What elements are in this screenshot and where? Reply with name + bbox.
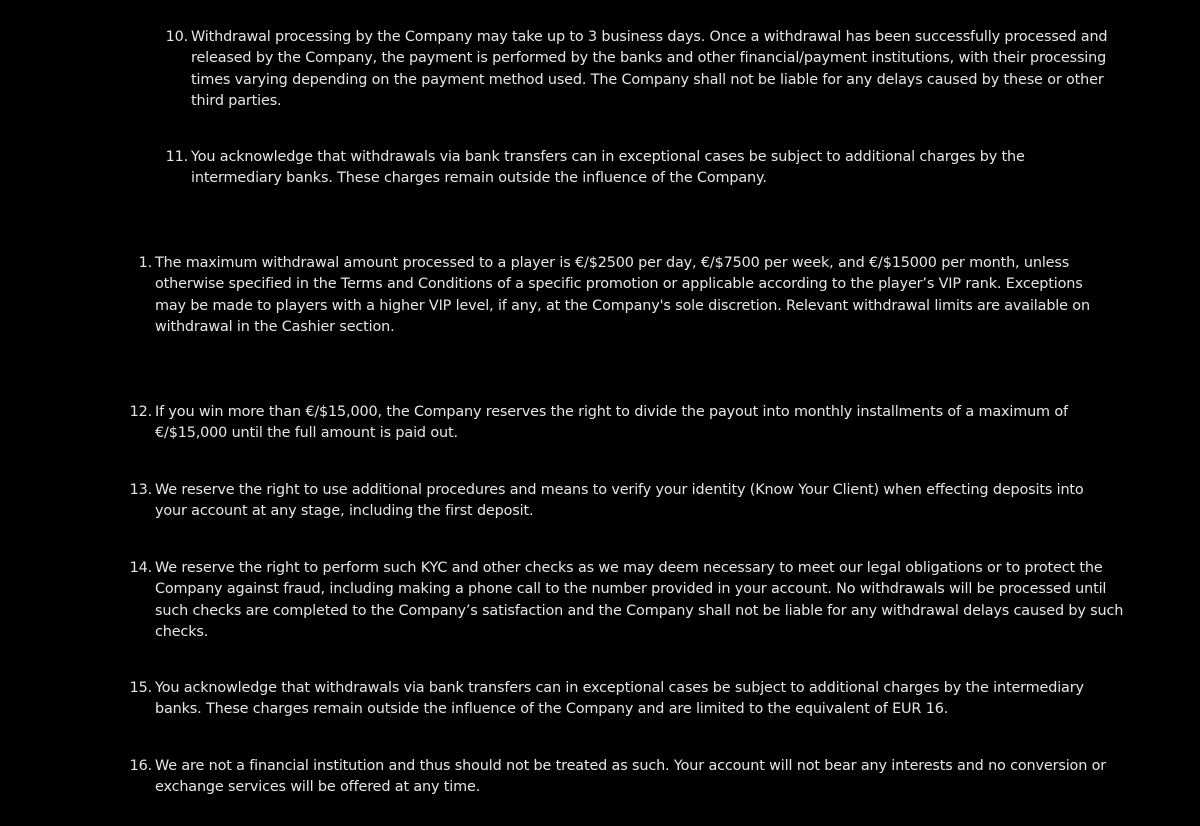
- item-number: 1.: [138, 255, 152, 271]
- item-text: We reserve the right to perform such KYC and other checks as we may deem necessary to meet our legal obligations or to protect the Company against fraud, including making a phone call to the number provided in your account. No withdrawals will be processed until such checks are completed to the Company’s satisfaction and the Company shall not be liable for any withdrawal delays caused by such checks.: [155, 560, 1124, 640]
- item-number: 11.: [165, 149, 188, 165]
- item-number: 15.: [129, 680, 152, 696]
- list-item-14: [129, 558, 1125, 643]
- item-text: We are not a financial institution and thus should not be treated as such. Your account will not bear any interests and no conversion or exchange services will be offered at any time.: [155, 758, 1107, 796]
- list-item-10: [165, 27, 1126, 112]
- list-item-12: [129, 402, 1095, 445]
- item-text: Withdrawal processing by the Company may take up to 3 business days. Once a withdrawal has been successfully processed and released by the Company, the payment is performed by the banks and other financial/payment institutions, with their processing times varying depending on the payment method used. The Company shall not be liable for any delays caused by these or other third parties.: [191, 29, 1108, 109]
- list-item-16: [129, 756, 1120, 799]
- item-number: 14.: [129, 560, 152, 576]
- item-number: 10.: [165, 29, 188, 45]
- list-item-15: [129, 678, 1115, 721]
- item-text: You acknowledge that withdrawals via bank transfers can in exceptional cases be subject to additional charges by the intermediary banks. These charges remain outside the influence of the Company and are limited to the equivalent of EUR 16.: [155, 680, 1084, 718]
- item-text: If you win more than €/$15,000, the Company reserves the right to divide the payout into monthly installments of a maximum of €/$15,000 until the full amount is paid out.: [155, 404, 1068, 442]
- item-number: 12.: [129, 404, 152, 420]
- list-item-11: [165, 147, 1071, 190]
- item-text: You acknowledge that withdrawals via bank transfers can in exceptional cases be subject to additional charges by the intermediary banks. These charges remain outside the influence of the Company.: [191, 149, 1025, 187]
- list-item-1: [138, 253, 1110, 338]
- item-number: 13.: [129, 482, 152, 498]
- item-text: The maximum withdrawal amount processed to a player is €/$2500 per day, €/$7500 per week, and €/$15000 per month, unless otherwise specified in the Terms and Conditions of a specific promotion or applicable according to the player’s VIP rank. Exceptions may be made to players with a higher VIP level, if any, at the Company's sole discretion. Relevant withdrawal limits are available on withdrawal in the Cashier section.: [155, 255, 1090, 335]
- item-text: We reserve the right to use additional procedures and means to verify your identity (Know Your Client) when effecting deposits into your account at any stage, including the first deposit.: [155, 482, 1084, 520]
- item-number: 16.: [129, 758, 152, 774]
- list-item-13: [129, 480, 1115, 523]
